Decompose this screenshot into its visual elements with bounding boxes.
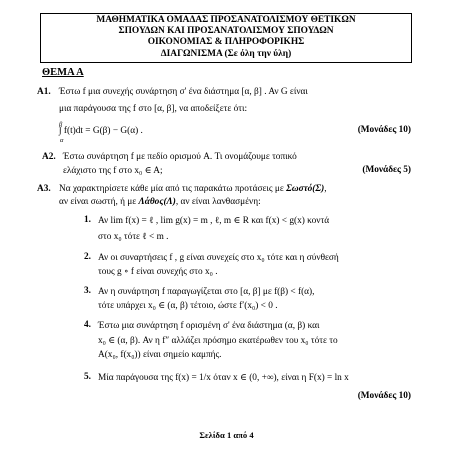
a3-item-3-line-1: Αν η συνάρτηση f παραγωγίζεται στο [α, β] με f(β) < f(α), (98, 287, 315, 297)
page-footer: Σελίδα 1 από 4 (199, 430, 254, 440)
a2-label: Α2. (42, 152, 56, 162)
a1-line-1: Έστω f μια συνεχής συνάρτηση σ' ένα διάστημα [α, β] . Αν G είναι (59, 87, 308, 97)
a1-marks: (Μονάδες 10) (357, 125, 411, 135)
a3-item-4-line-1: Έστω μια συνάρτηση f ορισμένη σ' ένα διάστημα (α, β) και (98, 321, 320, 331)
a3-item-1-number: 1. (84, 215, 91, 225)
header-line-1: ΜΑΘΗΜΑΤΙΚΑ ΟΜΑΔΑΣ ΠΡΟΣΑΝΑΤΟΛΙΣΜΟΥ ΘΕΤΙΚΩΝ (96, 15, 356, 25)
a3-marks: (Μονάδες 10) (357, 391, 411, 401)
a3-item-2-line-1: Αν οι συναρτήσεις f , g είναι συνεχείς στο x₀ τότε και η σύνθεσή (98, 253, 339, 263)
a3-item-1-line-1: Αν lim f(x) = ℓ , lim g(x) = m , ℓ, m ∈ R και f(x) < g(x) κοντά (98, 216, 330, 226)
a3-item-2-number: 2. (84, 252, 91, 262)
a3-intro-2: αν είναι σωστή, ή με Λάθος(Λ), αν είναι λανθασμένη: (59, 197, 261, 207)
a3-label: Α3. (37, 184, 51, 194)
a2-line-2: ελάχιστο της f στο x₀ ∈ A; (63, 166, 163, 176)
a1-integral-upper: β (59, 121, 63, 128)
a3-item-4-line-2: x₀ ∈ (α, β). Αν η f″ αλλάζει πρόσημο εκατέρωθεν του x₀ τότε το (98, 336, 338, 346)
a3-item-4-number: 4. (84, 320, 91, 330)
a3-item-2-line-2: τους g ∘ f είναι συνεχής στο x₀ . (98, 267, 218, 277)
a3-item-4-line-3: A(x₀, f(x₀)) είναι σημείο καμπής. (98, 350, 222, 360)
a1-line-2: μια παράγουσα της f στο [α, β], να αποδείξετε ότι: (59, 104, 248, 114)
theme-title: ΘΕΜΑ Α (42, 67, 84, 78)
a3-item-1-line-2: στο x₀ τότε ℓ < m . (98, 232, 169, 242)
header-line-3: ΟΙΚΟΝΟΜΙΑΣ & ΠΛΗΡΟΦΟΡΙΚΗΣ (147, 37, 305, 48)
a2-line-1: Έστω συνάρτηση f με πεδίο ορισμού A. Τι ονομάζουμε τοπικό (63, 152, 297, 162)
a3-item-3-line-2: τότε υπάρχει x₀ ∈ (α, β) τέτοιο, ώστε f′(x₀) < 0 . (98, 301, 278, 311)
header-line-2: ΣΠΟΥΔΩΝ ΚΑΙ ΠΡΟΣΑΝΑΤΟΛΙΣΜΟΥ ΣΠΟΥΔΩΝ (118, 26, 334, 37)
header-line-4: ΔΙΑΓΩΝΙΣΜΑ (Σε όλη την ύλη) (160, 48, 292, 59)
a3-intro-1: Να χαρακτηρίσετε κάθε μία από τις παρακάτω προτάσεις με Σωστό(Σ), (59, 184, 327, 194)
a1-label: Α1. (37, 87, 51, 97)
a1-integral-lower: α (60, 137, 64, 144)
a3-item-3-number: 3. (84, 286, 91, 296)
a3-item-5-line-1: Μία παράγουσα της f(x) = 1/x όταν x ∈ (0, +∞), είναι η F(x) = ln x (98, 373, 349, 383)
header-box (40, 13, 412, 63)
a3-item-5-number: 5. (84, 372, 91, 382)
a1-formula: ∫ f(t)dt = G(β) − G(α) . (59, 126, 143, 136)
a2-marks: (Μονάδες 5) (362, 165, 411, 175)
